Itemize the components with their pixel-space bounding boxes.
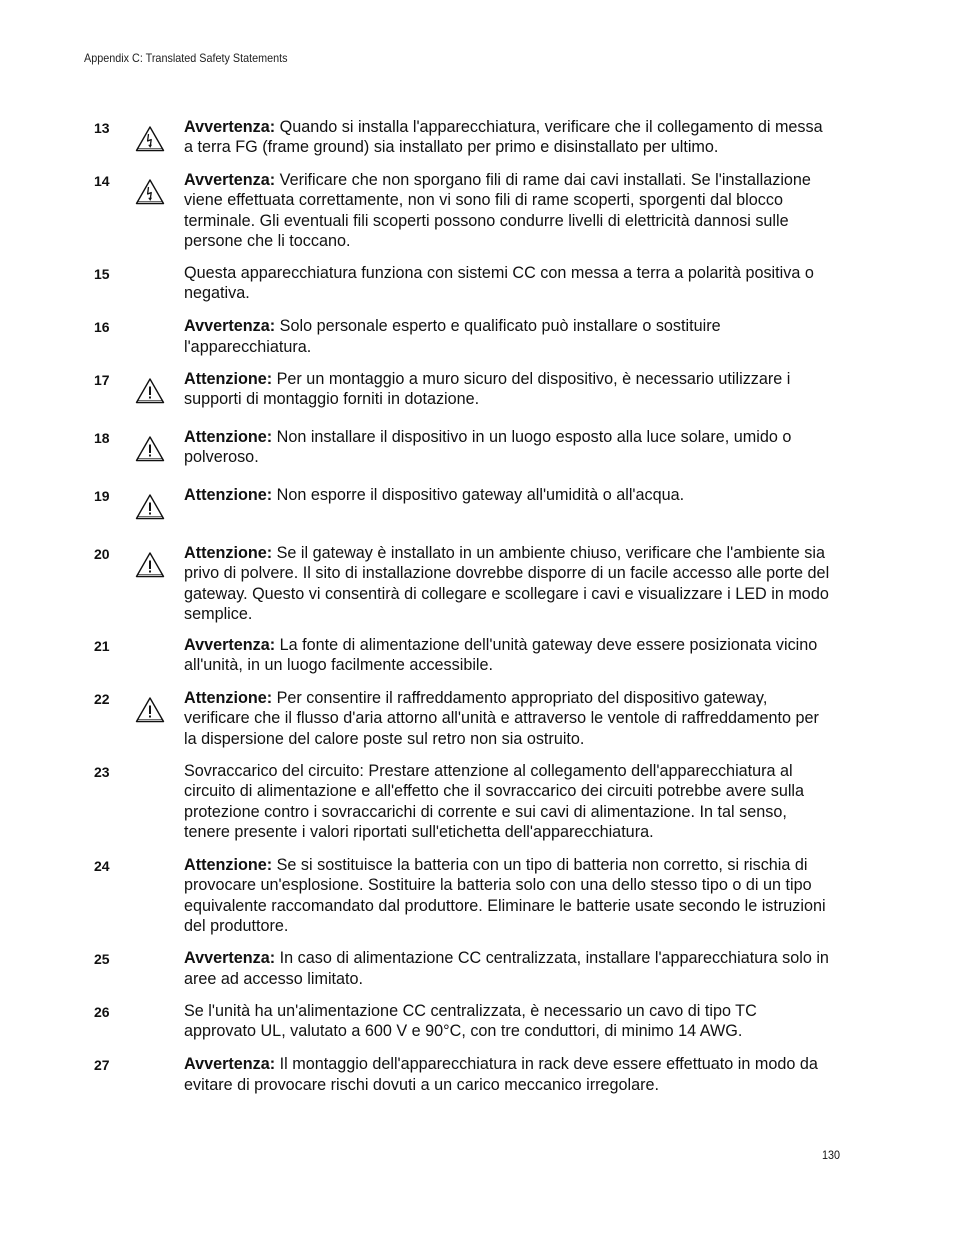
caution-icon [135, 551, 166, 580]
statement-number: 14 [94, 173, 110, 189]
statement-label: Avvertenza: [184, 1055, 276, 1073]
statement-number: 26 [94, 1004, 110, 1020]
statement-body: In caso di alimentazione CC centralizzata, installare l'apparecchiatura solo in aree ad accesso limitato. [184, 949, 829, 988]
statement-text [184, 1054, 832, 1096]
page-number: 130 [822, 1148, 841, 1162]
statement-body: Il montaggio dell'apparecchiatura in rack deve essere effettuato in modo da evitare di provocare rischi dovuti a un carico meccanico irregolare. [184, 1055, 818, 1094]
statement-number: 27 [94, 1057, 110, 1073]
statement-number: 25 [94, 951, 110, 967]
statement-label: Attenzione: [184, 428, 273, 446]
caution-icon [135, 377, 166, 406]
statement-body: Quando si installa l'apparecchiatura, verificare che il collegamento di messa a terra FG (frame ground) sia installato per primo e disinstallato per ultimo. [184, 118, 823, 157]
statement-number: 20 [94, 546, 110, 562]
statement-number: 24 [94, 858, 110, 874]
statement-number: 17 [94, 372, 110, 388]
statement-text [184, 485, 832, 505]
statement-body: Solo personale esperto e qualificato può installare o sostituire l'apparecchiatura. [184, 317, 721, 356]
statement-body: Se si sostituisce la batteria con un tipo di batteria non corretto, si rischia di provocare un'esplosione. Sostituire la batteria solo con una dello stesso tipo o di un tipo equivalente raccomandato dal produttore. Eliminare le batterie usate secondo le istruzioni del produttore. [184, 856, 826, 935]
electrical-hazard-icon [135, 125, 166, 154]
statement-text [184, 170, 832, 251]
running-header: Appendix C: Translated Safety Statements [84, 51, 288, 65]
statement-number: 23 [94, 764, 110, 780]
statement-number: 16 [94, 319, 110, 335]
statement-text [184, 316, 832, 358]
statement-text [184, 635, 832, 676]
statement-text [184, 543, 832, 624]
caution-icon [135, 435, 166, 464]
statement-number: 15 [94, 266, 110, 282]
statement-number: 13 [94, 120, 110, 136]
statement-number: 22 [94, 691, 110, 707]
statement-label: Attenzione: [184, 370, 273, 388]
statement-body: La fonte di alimentazione dell'unità gateway deve essere posizionata vicino all'unità, in un luogo facilmente accessibile. [184, 636, 818, 675]
statement-text [184, 427, 832, 468]
statement-text [184, 1001, 832, 1042]
statement-body: Non installare il dispositivo in un luogo esposto alla luce solare, umido o polveroso. [184, 428, 792, 467]
statement-label: Avvertenza: [184, 636, 276, 654]
caution-icon [135, 493, 166, 522]
statement-text [184, 263, 832, 304]
statement-label: Avvertenza: [184, 949, 276, 967]
statement-body: Non esporre il dispositivo gateway all'umidità o all'acqua. [272, 486, 685, 504]
statement-text [184, 369, 832, 410]
statement-text [184, 117, 832, 158]
electrical-hazard-icon [135, 178, 166, 207]
statement-body: Per consentire il raffreddamento appropriato del dispositivo gateway, verificare che il flusso d'aria attorno all'unità e attraverso le ventole di raffreddamento per la dispersione del calore poste sul retro non sia ostruito. [184, 689, 819, 748]
statement-label: Attenzione: [184, 486, 273, 504]
statement-body: Questa apparecchiatura funziona con sistemi CC con messa a terra a polarità positiva o negativa. [184, 264, 814, 303]
statement-body: Se l'unità ha un'alimentazione CC centralizzata, è necessario un cavo di tipo TC approvato UL, valutato a 600 V e 90°C, con tre conduttori, di minimo 14 AWG. [184, 1002, 757, 1041]
caution-icon [135, 696, 166, 725]
statement-text [184, 688, 832, 749]
statement-number: 21 [94, 638, 110, 654]
statement-text [184, 855, 832, 936]
statement-text [184, 948, 832, 990]
statement-text [184, 761, 832, 842]
statement-number: 18 [94, 430, 110, 446]
statement-number: 19 [94, 488, 110, 504]
statement-body: Sovraccarico del circuito: Prestare attenzione al collegamento dell'apparecchiatura al circuito di alimentazione e all'effetto che il sovraccarico dei circuiti potrebbe avere sulla protezione contro i sovraccarichi di corrente e sui cavi di alimentazione. In tal senso, tenere presente i valori riportati sull'etichetta dell'apparecchiatura. [184, 762, 805, 841]
statement-label: Avvertenza: [184, 317, 276, 335]
statement-body: Per un montaggio a muro sicuro del dispositivo, è necessario utilizzare i supporti di montaggio forniti in dotazione. [184, 370, 791, 409]
statement-label: Attenzione: [184, 856, 273, 874]
statement-label: Attenzione: [184, 689, 273, 707]
statement-body: Verificare che non sporgano fili di rame dai cavi installati. Se l'installazione viene effettuata correttamente, non vi sono fili di rame scoperti, sporgenti dal blocco terminale. Gli eventuali fili scoperti possono condurre livelli di elettricità dannosi sulle persone che li toccano. [184, 171, 811, 250]
statement-body: Se il gateway è installato in un ambiente chiuso, verificare che l'ambiente sia privo di polvere. Il sito di installazione dovrebbe disporre di un facile accesso alle porte del gateway. Questo vi consentirà di collegare e scollegare i cavi e visualizzare i LED in modo semplice. [184, 544, 830, 623]
statement-label: Attenzione: [184, 544, 273, 562]
statement-label: Avvertenza: [184, 118, 276, 136]
statement-label: Avvertenza: [184, 171, 276, 189]
